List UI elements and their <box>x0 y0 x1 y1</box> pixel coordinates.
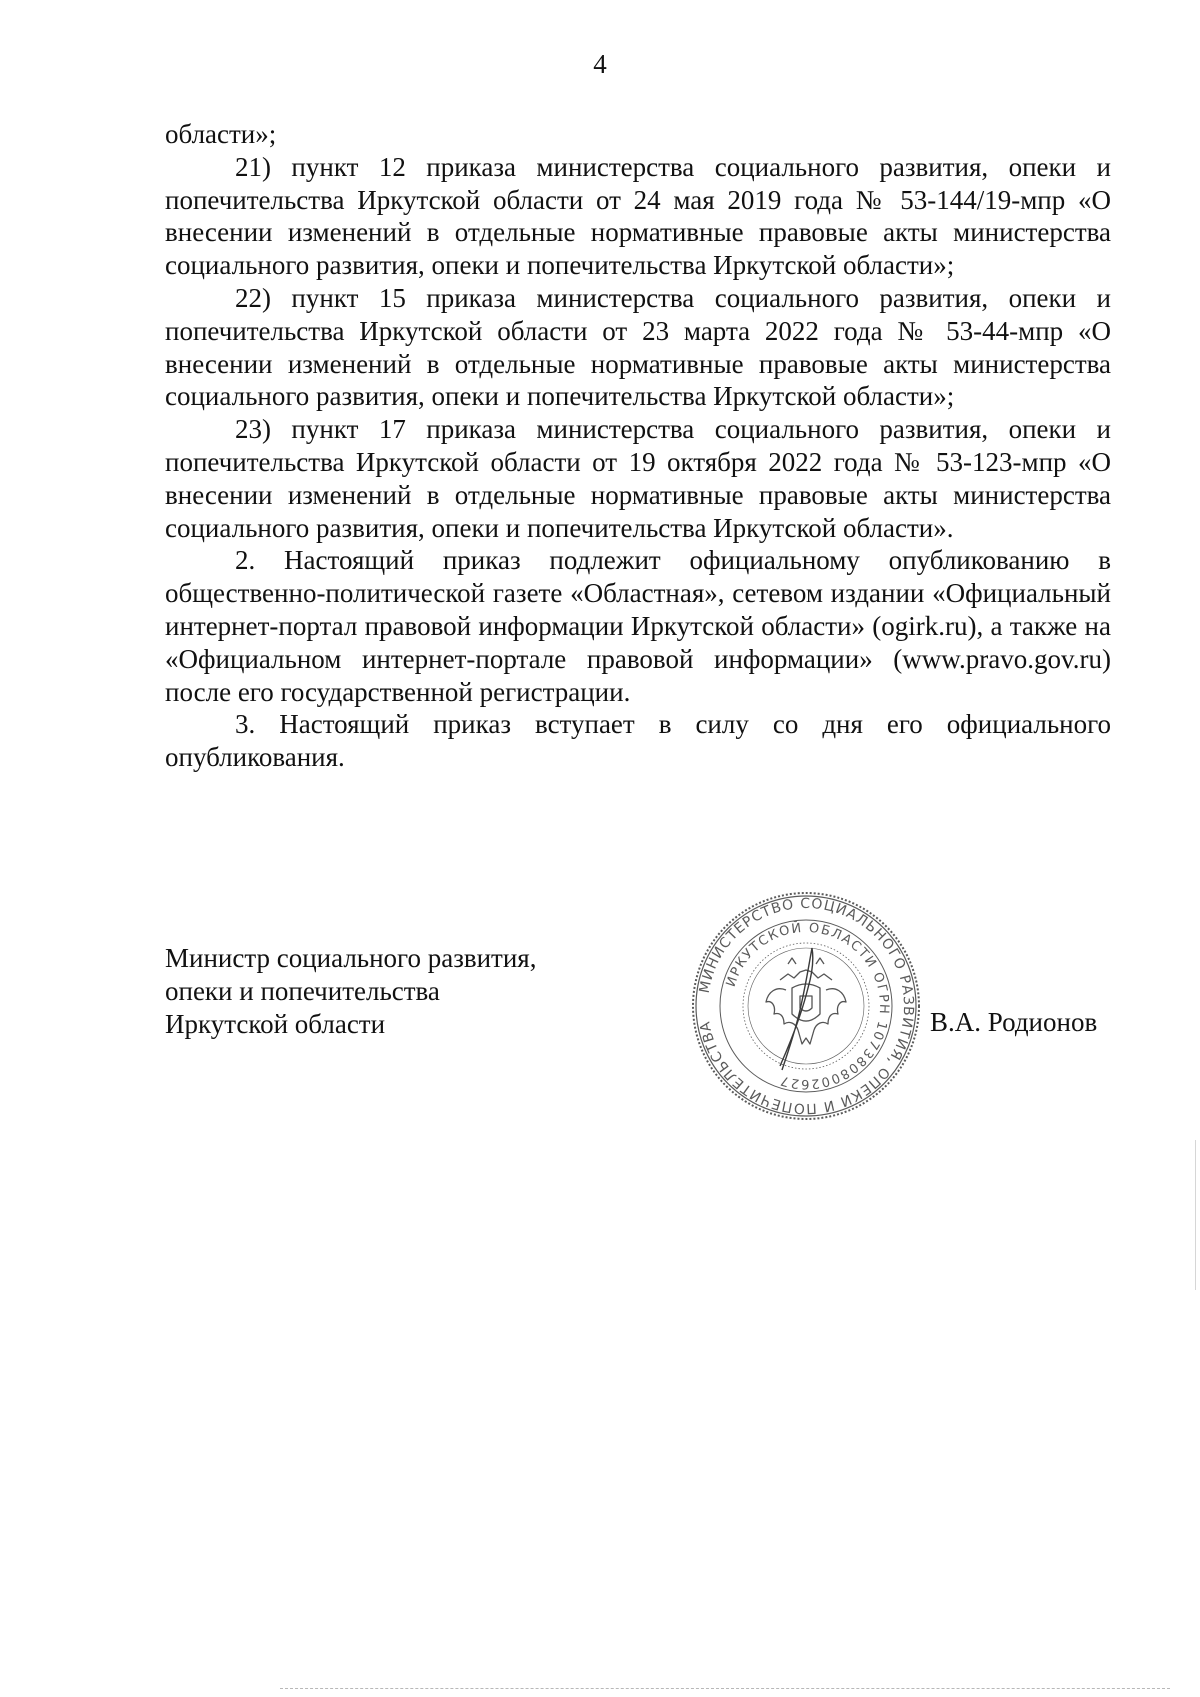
signatory-title-line: Министр социального развития, <box>165 943 537 973</box>
signatory-name: В.А. Родионов <box>930 1007 1098 1037</box>
paragraph-item-23: 23) пункт 17 приказа министерства социального развития, опеки и попечительства Иркутской области от 19 октября 2022 года № 53-123-мпр «О внесении изменений в отдельные нормативные правовые акты министерства социального развития, опеки и попечительства Иркутской области». <box>165 414 1111 543</box>
paragraph: области»; <box>165 119 277 149</box>
official-seal <box>688 888 924 1124</box>
coat-of-arms-icon <box>766 958 846 1044</box>
page-number: 4 <box>593 49 607 79</box>
seal-outer-text: МИНИСТЕРСТВО СОЦИАЛЬНОГО РАЗВИТИЯ, ОПЕКИ И ПОПЕЧИТЕЛЬСТВА <box>696 895 917 1117</box>
paragraph-item-21: 21) пункт 12 приказа министерства социального развития, опеки и попечительства Иркутской области от 24 мая 2019 года № 53-144/19-мпр «О внесении изменений в отдельные нормативные правовые акты министерства социального развития, опеки и попечительства Иркутской области»; <box>165 151 1111 281</box>
document-body <box>165 118 1111 774</box>
paragraph-effective-date: 3. Настоящий приказ вступает в силу со дня его официального опубликования. <box>165 709 1111 773</box>
paragraph-item-22: 22) пункт 15 приказа министерства социального развития, опеки и попечительства Иркутской области от 23 марта 2022 года № 53-44-мпр «О внесении изменений в отдельные нормативные правовые акты министерства социального развития, опеки и попечительства Иркутской области»; <box>165 282 1111 412</box>
signature-stroke <box>780 948 813 1070</box>
signatory-title <box>165 942 536 1041</box>
bottom-scan-line <box>280 1688 1170 1689</box>
signatory-title-line: опеки и попечительства <box>165 976 440 1006</box>
paragraph-publication: 2. Настоящий приказ подлежит официальному опубликованию в общественно-политической газете «Областная», сетевом издании «Официальный интернет-портал правовой информации Иркутской области» (ogirk.ru), а также на «Официальном интернет-портале правовой информации» (www.pravo.gov.ru) после его государственной регистрации. <box>165 545 1111 707</box>
seal-inner-text: ИРКУТСКОЙ ОБЛАСТИ ОГРН 1073808002627 <box>723 920 892 1092</box>
signatory-title-line: Иркутской области <box>165 1009 386 1039</box>
scan-edge-mark <box>1195 1140 1196 1290</box>
svg-text:ИРКУТСКОЙ ОБЛАСТИ ОГРН 1073808 <box>724 920 891 1091</box>
